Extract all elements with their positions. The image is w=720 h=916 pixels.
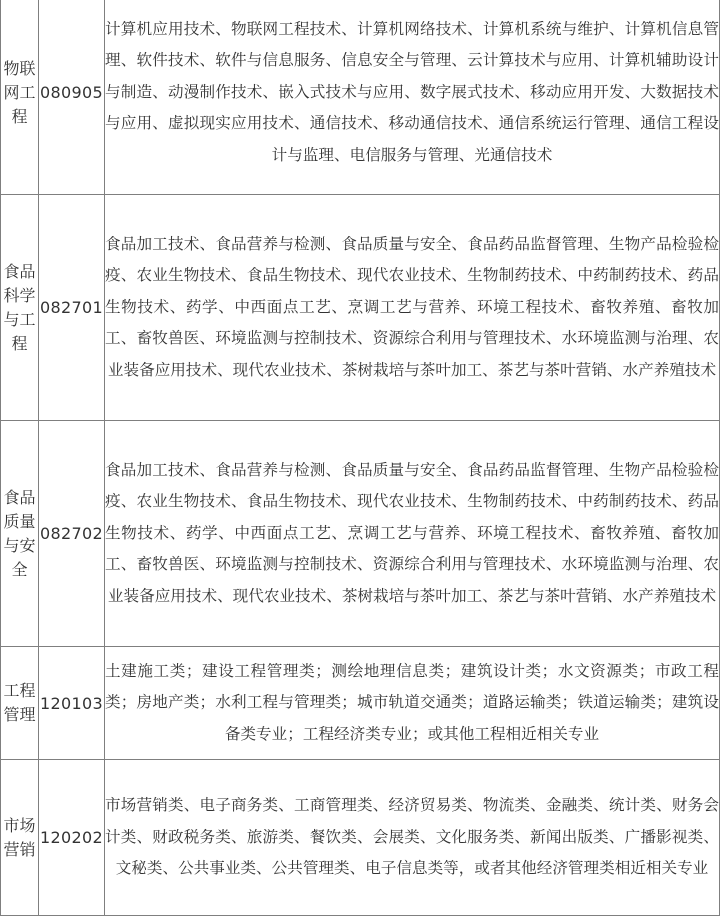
major-name: 市场营销 bbox=[3, 815, 36, 859]
related-majors: 食品加工技术、食品营养与检测、食品质量与安全、食品药品监督管理、生物产品检验检疫、农业生物技术、食品生物技术、现代农业技术、生物制药技术、中药制药技术、药品生物技术、药学、中西面点工艺、烹调工艺与营养、环境工程技术、畜牧养殖、畜牧加工、畜牧兽医、环境监测与控制技术、资源综合利用与管理技术、水环境监测与治理、农业装备应用技术、现代农业技术、茶树栽培与茶叶加工、茶艺与茶叶营销、水产养殖技术 bbox=[105, 195, 720, 421]
major-name: 食品科学与工程 bbox=[3, 261, 36, 353]
major-code: 082702 bbox=[39, 421, 105, 647]
major-code: 120103 bbox=[39, 647, 105, 760]
major-code: 082701 bbox=[39, 195, 105, 421]
related-majors: 食品加工技术、食品营养与检测、食品质量与安全、食品药品监督管理、生物产品检验检疫、农业生物技术、食品生物技术、现代农业技术、生物制药技术、中药制药技术、药品生物技术、药学、中西面点工艺、烹调工艺与营养、环境工程技术、畜牧养殖、畜牧加工、畜牧兽医、环境监测与控制技术、资源综合利用与管理技术、水环境监测与治理、农业装备应用技术、现代农业技术、茶树栽培与茶叶加工、茶艺与茶叶营销、水产养殖技术 bbox=[105, 421, 720, 647]
major-name: 物联网工程 bbox=[3, 58, 36, 126]
table-row bbox=[1, 195, 720, 421]
table-row bbox=[1, 760, 720, 916]
major-name-cell bbox=[1, 421, 39, 647]
related-majors: 市场营销类、电子商务类、工商管理类、经济贸易类、物流类、金融类、统计类、财务会计类、财政税务类、旅游类、餐饮类、会展类、文化服务类、新闻出版类、广播影视类、文秘类、公共事业类、公共管理类、电子信息类等，或者其他经济管理类相近相关专业 bbox=[105, 760, 720, 916]
major-name-cell bbox=[1, 647, 39, 760]
related-majors: 计算机应用技术、物联网工程技术、计算机网络技术、计算机系统与维护、计算机信息管理、软件技术、软件与信息服务、信息安全与管理、云计算技术与应用、计算机辅助设计与制造、动漫制作技术、嵌入式技术与应用、数字展式技术、移动应用开发、大数据技术与应用、虚拟现实应用技术、通信技术、移动通信技术、通信系统运行管理、通信工程设计与监理、电信服务与管理、光通信技术 bbox=[105, 0, 720, 195]
table-row bbox=[1, 421, 720, 647]
major-name: 工程管理 bbox=[3, 681, 36, 724]
major-name-cell bbox=[1, 195, 39, 421]
major-name-cell bbox=[1, 0, 39, 195]
table-row bbox=[1, 0, 720, 195]
major-name-cell bbox=[1, 760, 39, 916]
major-code: 120202 bbox=[39, 760, 105, 916]
major-name: 食品质量与安全 bbox=[3, 487, 36, 579]
related-majors: 土建施工类；建设工程管理类；测绘地理信息类；建筑设计类；水文资源类；市政工程类；房地产类；水利工程与管理类；城市轨道交通类；道路运输类；铁道运输类；建筑设备类专业；工程经济类专业；或其他工程相近相关专业 bbox=[105, 647, 720, 760]
table-row bbox=[1, 647, 720, 760]
major-code: 080905 bbox=[39, 0, 105, 195]
